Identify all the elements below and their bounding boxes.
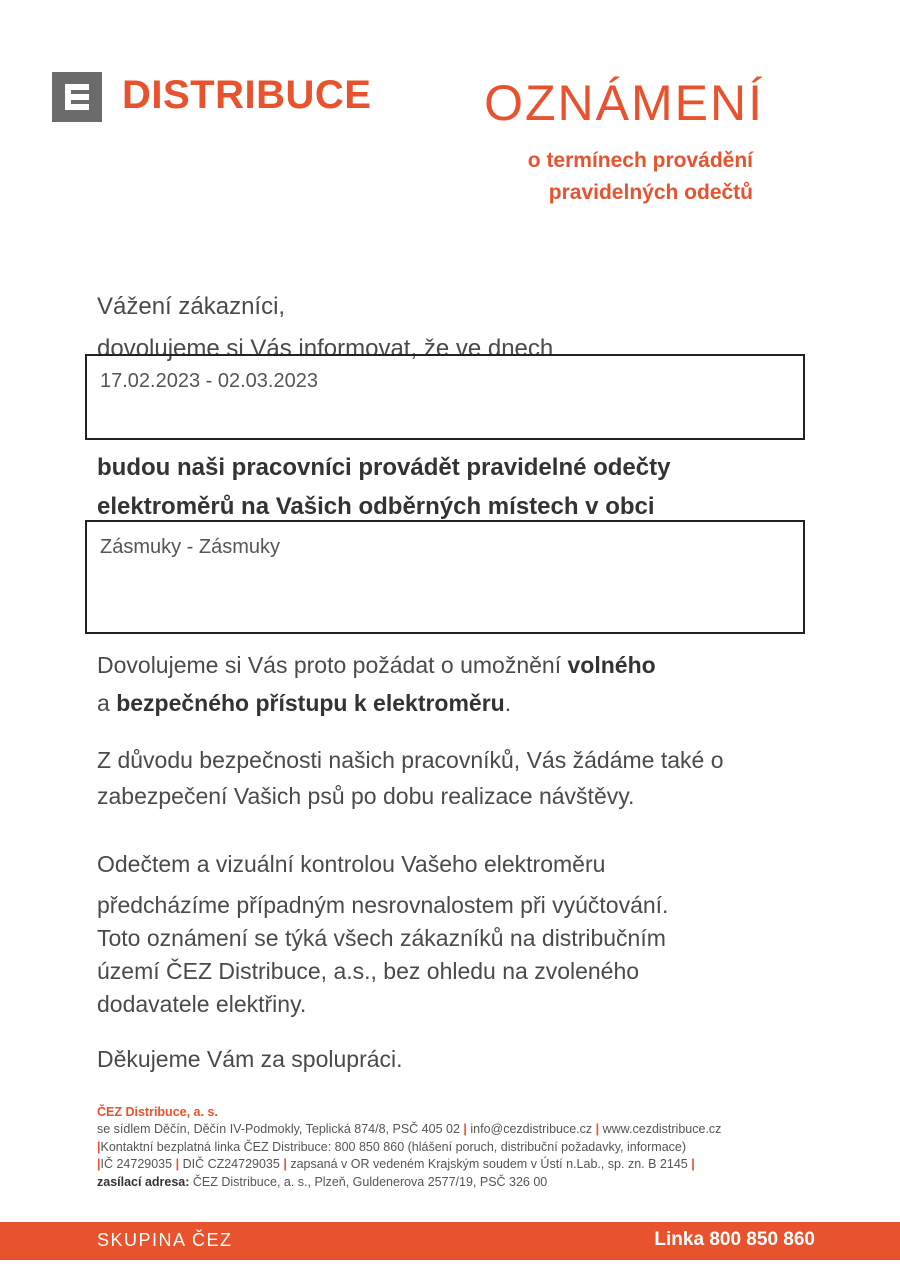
footer-hotline-info: Kontaktní bezplatná linka ČEZ Distribuce: 800 850 860 (hlášení poruch, distribuční požadavky, informace) [100, 1139, 687, 1154]
cez-logo-icon [52, 72, 102, 122]
dates-box [85, 354, 805, 440]
safety-line-2: zabezpečení Vašich psů po dobu realizace návštěvy. [97, 783, 635, 809]
dates-value: 17.02.2023 - 02.03.2023 [100, 370, 318, 392]
info-line: Toto oznámení se týká všech zákazníků na distribučním [97, 925, 666, 951]
page-title: OZNÁMENÍ [484, 75, 764, 131]
footer-postal-address: ČEZ Distribuce, a. s., Plzeň, Guldenerova 2577/19, PSČ 326 00 [192, 1174, 548, 1189]
footer-postal-label: zasílací adresa: [97, 1174, 190, 1189]
request-text-a: Dovolujeme si Vás proto požádat o umožnění [97, 652, 568, 678]
subtitle-line-2: pravidelných odečtů [548, 181, 753, 204]
info-paragraph [97, 848, 668, 1021]
logo-e-bar [71, 94, 89, 100]
info-line: dodavatele elektřiny. [97, 991, 307, 1017]
bottom-bar [0, 1222, 900, 1260]
footer-address: se sídlem Děčín, Děčín IV-Podmokly, Teplická 874/8, PSČ 405 02 [97, 1122, 460, 1137]
brand-name: DISTRIBUCE [122, 73, 372, 117]
footer-separator: | [595, 1122, 600, 1137]
subtitle-line-1: o termínech provádění [527, 149, 753, 172]
thanks-text: Děkujeme Vám za spolupráci. [97, 1046, 403, 1072]
footer-separator: | [463, 1122, 467, 1137]
announcement-text [97, 448, 670, 526]
company-footer [97, 1104, 721, 1191]
hotline: Linka 800 850 860 [654, 1229, 815, 1250]
greeting: Vážení zákazníci, [97, 293, 286, 320]
announcement-line-2: elektroměrů na Vašich odběrných místech v obci [97, 493, 655, 520]
footer-separator: | [691, 1157, 695, 1172]
group-name: SKUPINA ČEZ [97, 1230, 233, 1250]
location-box [85, 520, 805, 634]
request-text-b: volného [567, 652, 656, 678]
announcement-line-1: budou naši pracovníci provádět pravidelné odečty [97, 454, 671, 481]
footer-web-link[interactable]: www.cezdistribuce.cz [602, 1122, 722, 1137]
page-subtitle [528, 145, 753, 209]
intro-text: dovolujeme si Vás informovat, že ve dnech [97, 335, 554, 362]
info-line: území ČEZ Distribuce, a.s., bez ohledu na zvoleného [97, 958, 640, 984]
footer-separator: | [97, 1157, 101, 1172]
safety-line-1: Z důvodu bezpečnosti našich pracovníků, Vás žádáme také o [97, 747, 724, 773]
footer-registry: zapsaná v OR vedeném Krajským soudem v Ústí n.Lab., sp. zn. B 2145 [290, 1157, 688, 1172]
request-text-e: . [504, 690, 512, 716]
footer-separator: | [97, 1139, 101, 1154]
info-line: Odečtem a vizuální kontrolou Vašeho elektroměru [97, 851, 606, 877]
safety-paragraph [97, 742, 723, 814]
footer-separator: | [175, 1157, 180, 1172]
info-line: předcházíme případným nesrovnalostem při vyúčtování. [97, 892, 669, 918]
location-value: Zásmuky - Zásmuky [100, 536, 281, 558]
footer-dic: DIČ CZ24729035 [182, 1157, 280, 1172]
footer-company: ČEZ Distribuce, a. s. [97, 1105, 218, 1119]
request-text-d: bezpečného přístupu k elektroměru [116, 690, 505, 716]
footer-email-link[interactable]: info@cezdistribuce.cz [470, 1122, 593, 1137]
footer-separator: | [283, 1157, 287, 1172]
access-request [97, 646, 656, 722]
footer-ic: IČ 24729035 [100, 1157, 173, 1172]
request-text-c: a [97, 690, 117, 716]
